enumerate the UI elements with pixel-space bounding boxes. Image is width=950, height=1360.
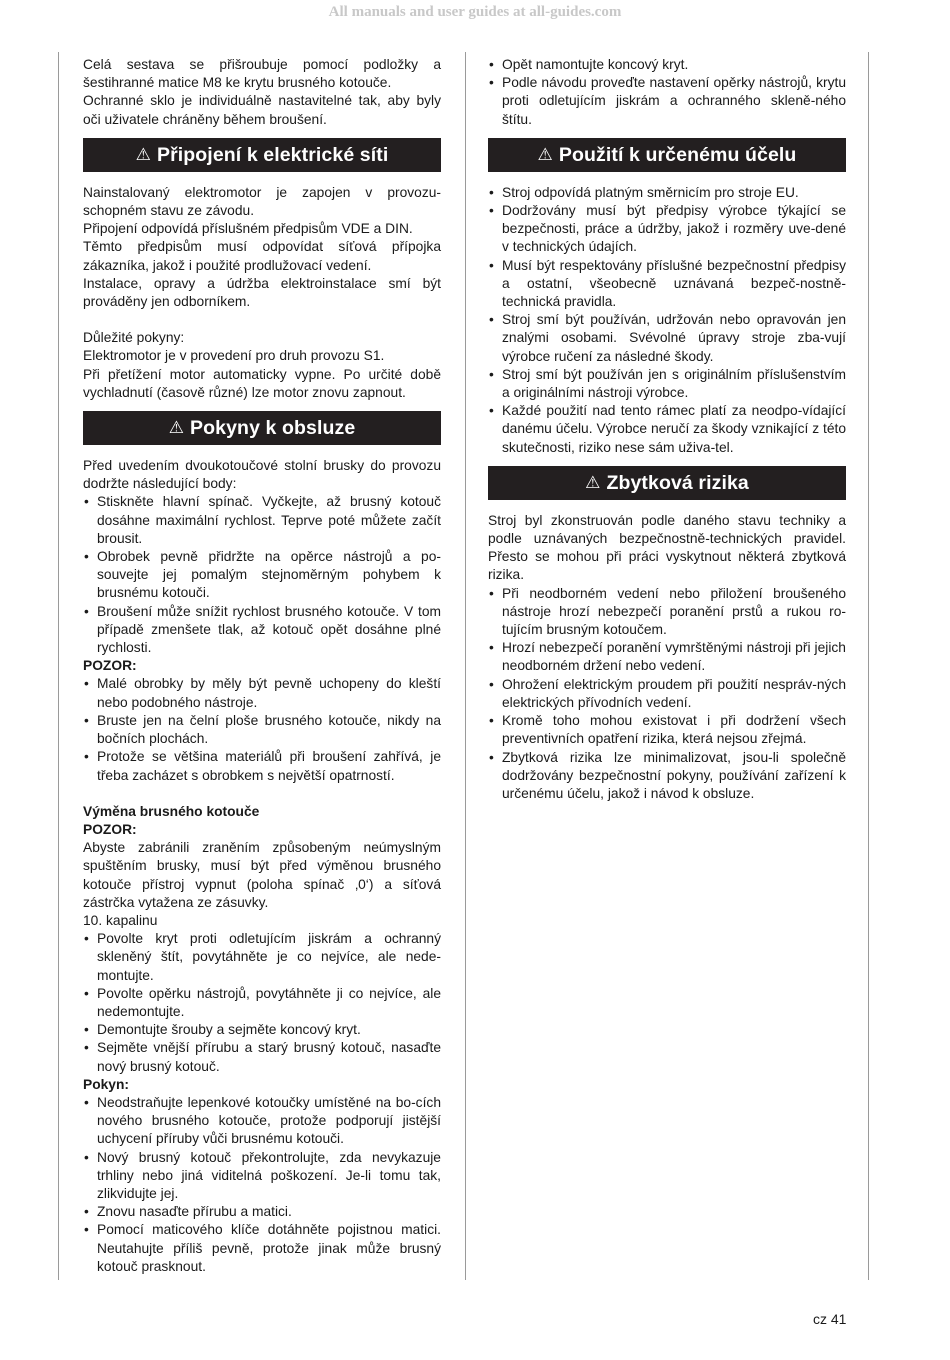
list-item: • Stroj odpovídá platným směrnicím pro stroje EU. xyxy=(488,184,846,202)
list-item: • Malé obrobky by měly být pevně uchopeny do kleští nebo podobného nástroje. xyxy=(83,675,441,711)
list-item: • Opět namontujte koncový kryt. xyxy=(488,56,846,74)
page-number: cz 41 xyxy=(813,1311,847,1327)
list-item: • Povolte opěrku nástrojů, povytáhněte ji co nejvíce, ale nedemontujte. xyxy=(83,985,441,1021)
warning-triangle-icon: ⚠ xyxy=(585,472,601,492)
list-item: • Demontujte šrouby a sejměte koncový kryt. xyxy=(83,1021,441,1039)
section-title: Připojení k elektrické síti xyxy=(156,143,389,166)
column-rule-left xyxy=(58,52,59,1280)
paragraph: Stroj byl zkonstruován podle daného stavu techniky a podle uznávaných bezpečnostně-technických pravidel. Přesto se mohou při práci vyskytnout některá zbytková rizika. xyxy=(488,512,846,583)
section-title: Pokyny k obsluze xyxy=(190,416,356,439)
list-item: • Znovu nasaďte přírubu a matici. xyxy=(83,1203,441,1221)
warning-triangle-icon: ⚠ xyxy=(168,417,185,437)
residual-risks-list xyxy=(488,585,846,803)
list-item: • Protože se většina materiálů při broušení zahřívá, je třeba zacházet s obrobkem s největší opatrností. xyxy=(83,748,441,784)
list-item: • Podle návodu proveďte nastavení opěrky nástrojů, krytu proti odletujícím jiskrám a ochranného skleně-ného štítu. xyxy=(488,74,846,129)
list-item: • Kromě toho mohou existovat i při dodržení všech preventivních opatření rizika, která nejsou zřejmá. xyxy=(488,712,846,748)
left-column xyxy=(83,56,441,1276)
chapter-reference: 10. kapalinu xyxy=(83,912,158,928)
list-item: • Sejměte vnější přírubu a starý brusný kotouč, nasaďte nový brusný kotouč. xyxy=(83,1039,441,1075)
section-heading-residual-risks xyxy=(488,466,846,500)
list-item: • Ohrožení elektrickým proudem při použití nespráv-ných elektrických přívodních vedení. xyxy=(488,676,846,712)
caution-label: POZOR: xyxy=(83,658,137,674)
operation-list xyxy=(83,493,441,657)
paragraph: Před uvedením dvoukotoučové stolní brusky do provozu dodržte následující body: xyxy=(83,458,441,492)
list-item: • Musí být respektovány příslušné bezpečnostní předpisy a ostatní, všeobecně uznávaná bezpeč-nostně-technická pravidla. xyxy=(488,257,846,312)
paragraph: Elektromotor je v provedení pro druh provozu S1. xyxy=(83,348,385,364)
paragraph: Instalace, opravy a údržba elektroinstalace smí být prováděny jen odborníkem. xyxy=(83,275,441,310)
list-item: • Obrobek pevně přidržte na opěrce nástrojů a po-souvejte jej pomalým stejnoměrným pohybem k brusnému kotouči. xyxy=(83,548,441,603)
section-title: Použití k určenému účelu xyxy=(558,143,797,166)
caution-list xyxy=(83,675,441,784)
right-column xyxy=(488,56,846,803)
list-item: • Při neodborném vedení nebo přiložení broušeného nástroje hrozí nebezpečí poranění prstů a rukou ro-tujícím brusným kotoučem. xyxy=(488,585,846,640)
paragraph: Při přetížení motor automaticky vypne. Po určité době vychladnutí (časově různé) lze motor znovu zapnout. xyxy=(83,366,441,400)
paragraph: Připojení odpovídá příslušném předpisům VDE a DIN. xyxy=(83,221,413,237)
list-item: • Broušení může snížit rychlost brusného kotouče. V tom případě zmenšete tlak, až kotouč opět dosáhne plné rychlosti. xyxy=(83,603,441,658)
note-label: Pokyn: xyxy=(83,1076,129,1092)
watermark: All manuals and user guides at all-guides.com xyxy=(328,4,622,20)
subsection-title: Výměna brusného kotouče xyxy=(83,803,260,819)
section-heading-intended-use xyxy=(488,138,846,172)
paragraph: Těmto předpisům musí odpovídat síťová přípojka zákazníka, jakož i použité prodlužovací vedení. xyxy=(83,239,441,273)
list-item: • Povolte kryt proti odletujícím jiskrám a ochranný skleněný štít, povytáhněte je co nejvíce, ale nede-montujte. xyxy=(83,930,441,985)
column-rule-right xyxy=(868,52,869,1280)
list-item: • Hrozí nebezpečí poranění vymrštěnými nástroji při jejich neodborném držení nebo vedení. xyxy=(488,639,846,675)
list-item: • Stroj smí být používán, udržován nebo opravován jen znalými osobami. Svévolné úpravy stroje zba-vují výrobce ručení za následné škody. xyxy=(488,311,846,366)
warning-triangle-icon: ⚠ xyxy=(537,144,553,164)
continuation-list xyxy=(488,56,846,129)
warning-triangle-icon: ⚠ xyxy=(135,144,151,164)
intro-paragraph: Celá sestava se přišroubuje pomocí podložky a šestihranné matice M8 ke krytu brusného kotouče. xyxy=(83,57,441,91)
list-item: • Stiskněte hlavní spínač. Vyčkejte, až brusný kotouč dosáhne maximální rychlost. Teprve poté můžete začít brousit. xyxy=(83,493,441,548)
important-label: Důležité pokyny: xyxy=(83,330,185,346)
paragraph: Nainstalovaný elektromotor je zapojen v provozu-schopném stavu ze závodu. xyxy=(83,184,441,219)
list-item: • Neodstraňujte lepenkové kotoučky umístěné na bo-cích nového brusného kotouče, protože podporují jistější uchycení příruby vůči brusnému kotouči. xyxy=(83,1094,441,1149)
section-heading-electrical xyxy=(83,138,441,172)
list-item: • Každé použití nad tento rámec platí za neodpo-vídající danému účelu. Výrobce neručí za škody vznikající z této skutečnosti, riziko nese sám uživa-tel. xyxy=(488,402,846,457)
note-list xyxy=(83,1094,441,1276)
intro-paragraph: Ochranné sklo je individuálně nastavitelné tak, aby byly oči uživatele chráněny během broušení. xyxy=(83,93,441,127)
replacement-steps-list xyxy=(83,930,441,1076)
column-rule-middle xyxy=(465,52,466,1280)
section-heading-operation xyxy=(83,411,441,445)
list-item: • Dodržovány musí být předpisy výrobce týkající se bezpečnosti, práce a údržby, jakož i rozměry uve-dené v technických údajích. xyxy=(488,202,846,257)
list-item: • Bruste jen na čelní ploše brusného kotouče, nikdy na bočních plochách. xyxy=(83,712,441,748)
intended-use-list xyxy=(488,184,846,457)
list-item: • Pomocí maticového klíče dotáhněte pojistnou matici. Neutahujte příliš pevně, protože jinak může brusný kotouč prasknout. xyxy=(83,1221,441,1276)
list-item: • Stroj smí být používán jen s originálním příslušenstvím a originálními nástroji výrobce. xyxy=(488,366,846,402)
list-item: • Nový brusný kotouč překontrolujte, zda nevykazuje trhliny nebo jiná viditelná poškození. Je-li tomu tak, zlikvidujte jej. xyxy=(83,1149,441,1204)
section-title: Zbytková rizika xyxy=(606,471,749,494)
paragraph: Abyste zabránili zraněním způsobeným neúmyslným spuštěním brusky, musí být před výměnou brusného kotouče přístroj vypnut (poloha spínač ‚0‘) a síťová zástrčka vytažena ze zásuvky. xyxy=(83,840,441,910)
caution-label: POZOR: xyxy=(83,821,137,837)
list-item: • Zbytková rizika lze minimalizovat, jsou-li společně dodržovány bezpečnostní pokyny, používání zařízení k určenému účelu, jakož i návod k obsluze. xyxy=(488,749,846,804)
